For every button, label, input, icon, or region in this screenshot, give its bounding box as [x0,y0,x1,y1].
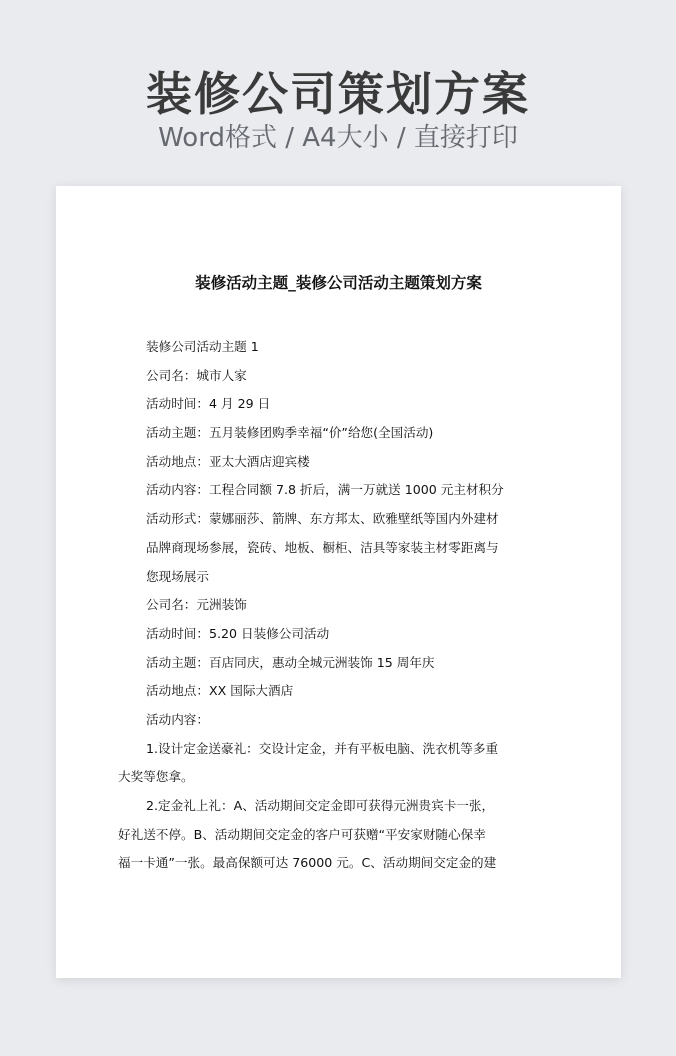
paragraph-line: 1.设计定金送豪礼：交设计定金，并有平板电脑、洗衣机等多重 [146,740,499,756]
paragraph-line: 活动主题：百店同庆，惠动全城元洲装饰 15 周年庆 [146,654,435,670]
page-title: 装修公司策划方案 [146,67,530,121]
paragraph-line: 大奖等您拿。 [118,769,194,785]
document-body [118,333,531,878]
paragraph-line: 好礼送不停。B、活动期间交定金的客户可获赠“平安家财随心保幸 [118,826,486,842]
page-subtitle: Word格式 / A4大小 / 直接打印 [158,123,518,153]
paragraph-line: 公司名：元洲装饰 [146,597,247,613]
paragraph-line: 活动内容：工程合同额 7.8 折后，满一万就送 1000 元主材积分 [146,482,504,498]
paragraph-line: 福一卡通”一张。最高保额可达 76000 元。C、活动期间交定金的建 [118,855,497,871]
document-title: 装修活动主题_装修公司活动主题策划方案 [195,274,482,292]
paragraph-line: 活动形式：蒙娜丽莎、箭牌、东方邦太、欧雅壁纸等国内外建材 [146,511,499,527]
paragraph-line: 活动主题：五月装修团购季幸福“价”给您(全国活动) [146,425,434,441]
paragraph-line: 活动内容： [146,711,209,727]
paragraph-line: 装修公司活动主题 1 [146,339,259,354]
paragraph-line: 活动时间：4 月 29 日 [146,396,271,412]
paragraph-line: 活动时间：5.20 日装修公司活动 [146,625,330,641]
paragraph-line: 您现场展示 [146,568,209,584]
paragraph-line: 活动地点：XX 国际大酒店 [146,683,294,699]
paragraph-line: 活动地点：亚太大酒店迎宾楼 [146,453,310,469]
document-page [56,186,621,978]
paragraph-line: 公司名：城市人家 [146,367,247,383]
paragraph-line: 2.定金礼上礼：A、活动期间交定金即可获得元洲贵宾卡一张， [146,798,495,813]
paragraph-line: 品牌商现场参展，瓷砖、地板、橱柜、洁具等家装主材零距离与 [146,539,499,555]
